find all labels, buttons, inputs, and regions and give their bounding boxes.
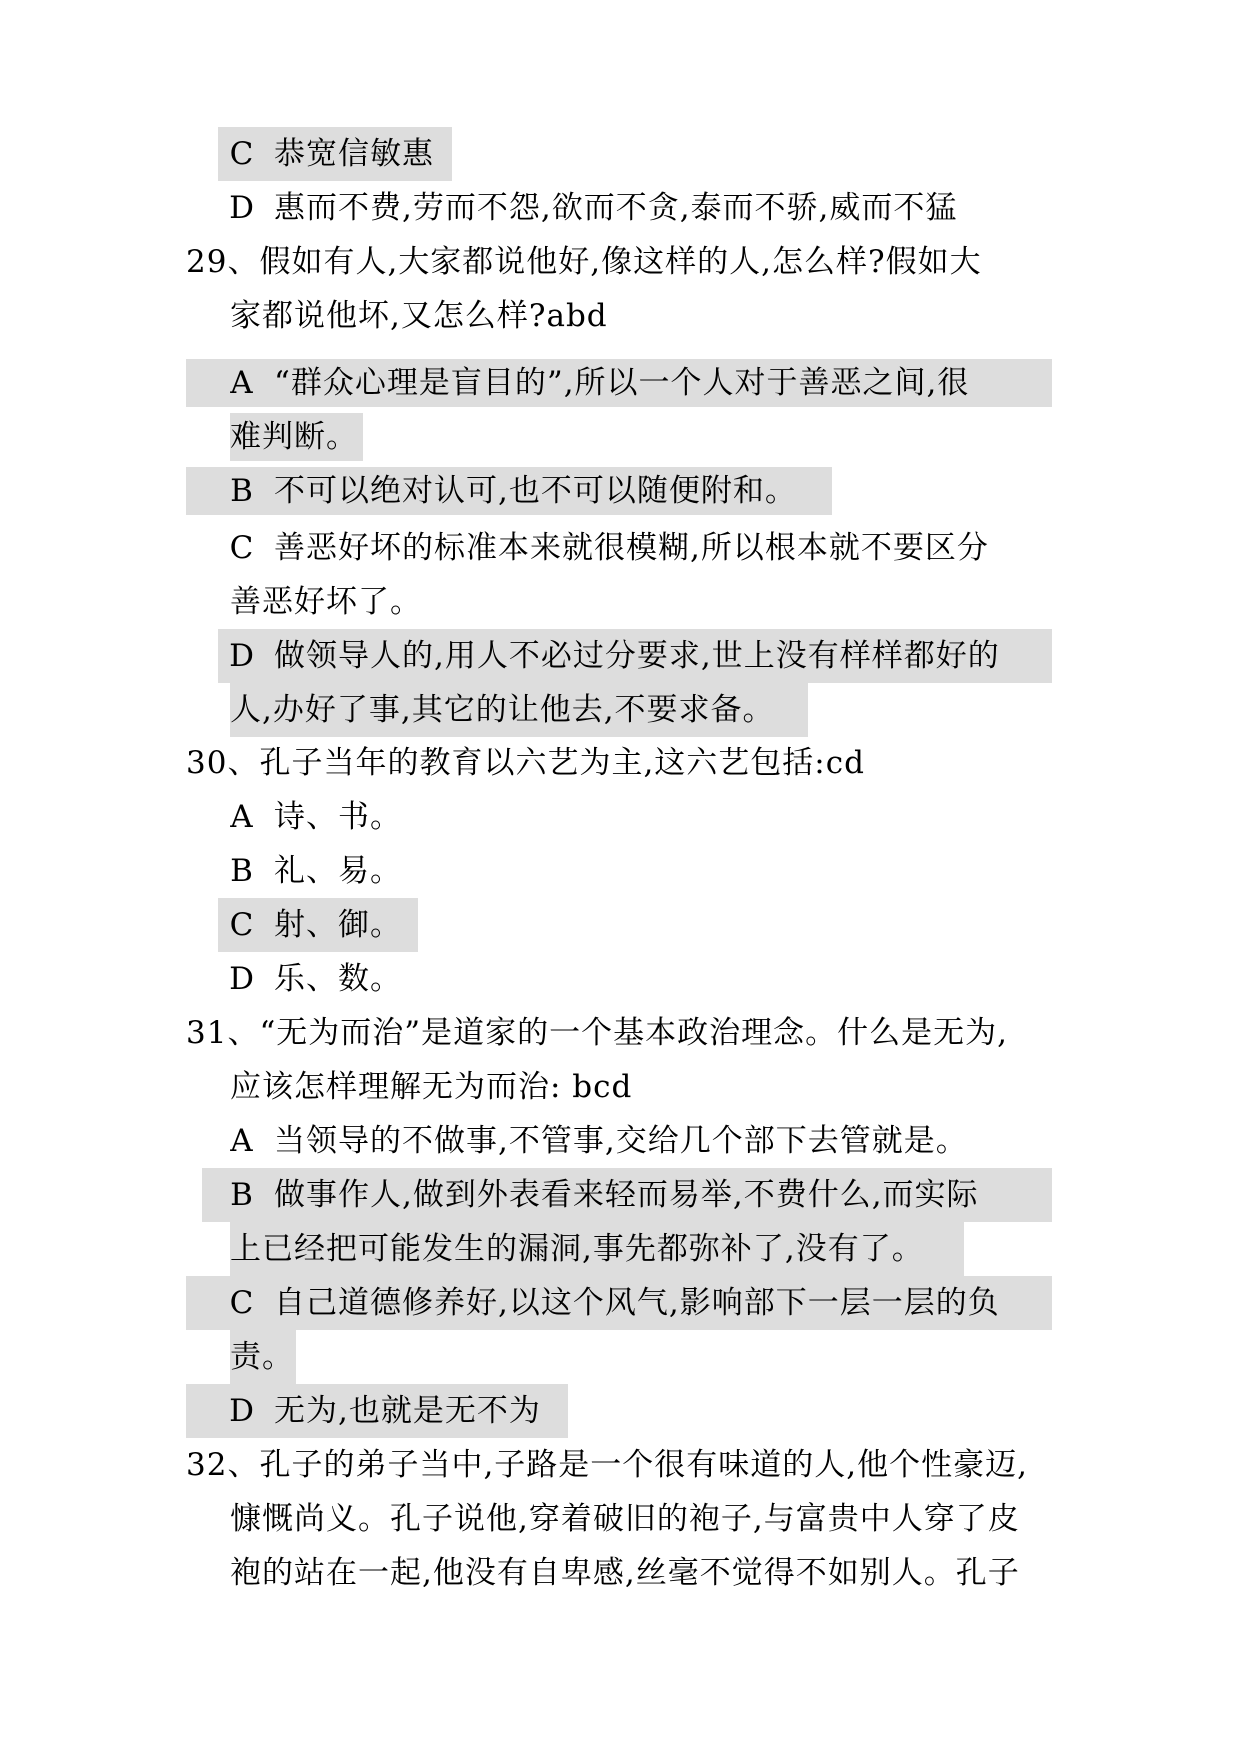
q30-option-a [218, 790, 402, 844]
q29-option-d-line2: 人,办好了事,其它的让他去,不要求备。 [230, 683, 808, 737]
question-32-line2: 慷慨尚义。孔子说他,穿着破旧的袍子,与富贵中人穿了皮 [230, 1501, 1020, 1537]
option-text: 做领导人的,用人不必过分要求,世上没有样样都好的 [274, 638, 1000, 674]
option-letter: D [229, 190, 255, 226]
option-text: “群众心理是盲目的”,所以一个人对于善恶之间,很 [274, 365, 970, 401]
q31-option-a [218, 1114, 968, 1168]
q31-option-c-line2: 责。 [230, 1330, 296, 1384]
option-text: 乐、数。 [274, 961, 402, 997]
question-31-stem-line1: 31、“无为而治”是道家的一个基本政治理念。什么是无为, [186, 1015, 1008, 1051]
q29-option-a-line2: 难判断。 [230, 413, 363, 461]
option-text: 当领导的不做事,不管事,交给几个部下去管就是。 [274, 1123, 968, 1159]
option-text: 射、御。 [274, 907, 402, 943]
option-text: 无为,也就是无不为 [274, 1393, 541, 1429]
option-text: 诗、书。 [274, 799, 402, 835]
option-letter: C [229, 136, 255, 172]
option-letter: C [229, 907, 255, 943]
option-letter: C [229, 1285, 255, 1321]
question-31-stem-line2: 应该怎样理解无为而治: bcd [230, 1069, 633, 1105]
q29-option-b [186, 467, 832, 515]
option-text: 礼、易。 [274, 853, 402, 889]
option-letter: B [230, 473, 254, 509]
option-text: 善恶好坏的标准本来就很模糊,所以根本就不要区分 [274, 530, 989, 566]
option-text: 做事作人,做到外表看来轻而易举,不费什么,而实际 [274, 1177, 979, 1213]
option-d [218, 181, 957, 235]
q30-option-c [218, 898, 418, 952]
question-29-stem-line2: 家都说他坏,又怎么样?abd [230, 298, 608, 334]
option-text: 不可以绝对认可,也不可以随便附和。 [274, 473, 797, 509]
q31-option-b [202, 1168, 1052, 1222]
q29-option-d [218, 629, 1052, 683]
option-letter: A [230, 799, 254, 835]
q30-option-b [218, 844, 402, 898]
q30-option-d [218, 952, 402, 1006]
option-text: 惠而不费,劳而不怨,欲而不贪,泰而不骄,威而不猛 [274, 190, 958, 226]
option-letter: D [229, 1393, 255, 1429]
option-letter: D [229, 638, 255, 674]
option-c [218, 127, 452, 181]
q31-option-b-line2: 上已经把可能发生的漏洞,事先都弥补了,没有了。 [230, 1222, 964, 1276]
question-32-line3: 袍的站在一起,他没有自卑感,丝毫不觉得不如别人。孔子 [230, 1555, 1020, 1591]
q29-option-c [218, 521, 989, 575]
option-letter: B [230, 853, 254, 889]
option-letter: B [230, 1177, 254, 1213]
option-text: 恭宽信敏惠 [274, 136, 434, 172]
q31-option-d [186, 1384, 568, 1438]
option-text: 自己道德修养好,以这个风气,影响部下一层一层的负 [274, 1285, 1000, 1321]
option-letter: A [230, 365, 254, 401]
q29-option-c-line2: 善恶好坏了。 [230, 584, 422, 620]
option-letter: D [229, 961, 255, 997]
option-letter: C [229, 530, 255, 566]
q31-option-c [186, 1276, 1052, 1330]
question-32-line1: 32、孔子的弟子当中,子路是一个很有味道的人,他个性豪迈, [186, 1447, 1029, 1483]
question-29-stem-line1: 29、假如有人,大家都说他好,像这样的人,怎么样?假如大 [186, 244, 982, 280]
option-letter: A [230, 1123, 254, 1159]
question-30-stem: 30、孔子当年的教育以六艺为主,这六艺包括:cd [186, 745, 865, 781]
q29-option-a [186, 359, 1052, 407]
